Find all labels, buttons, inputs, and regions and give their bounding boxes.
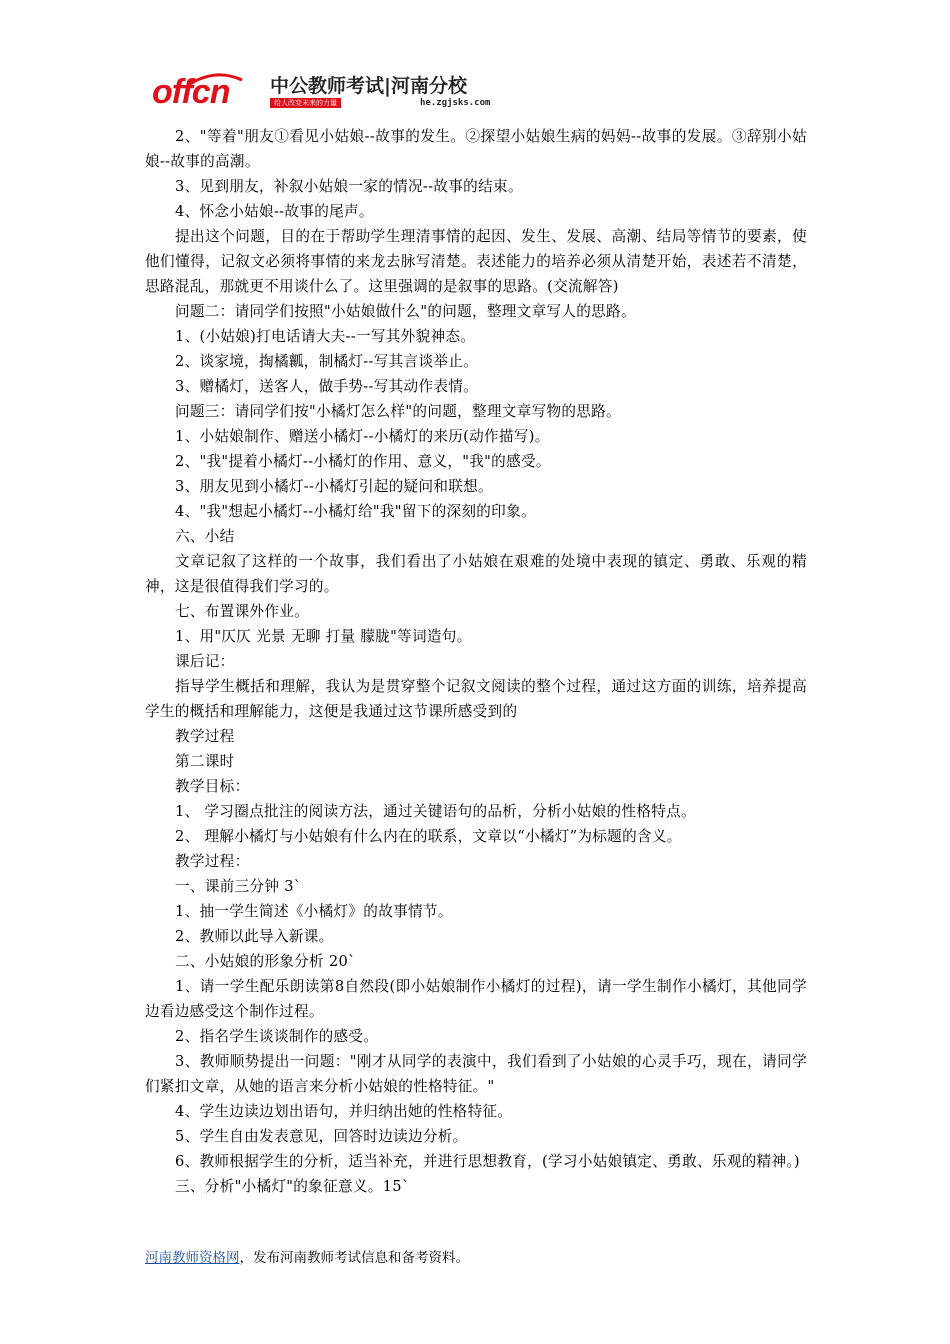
paragraph: 1、(小姑娘)打电话请大夫--一写其外貌神态。: [175, 328, 476, 345]
section-heading: 课后记：: [175, 653, 235, 670]
paragraph: 2、谈家境，掏橘瓤，制橘灯--写其言谈举止。: [175, 353, 479, 370]
paragraph: 1、用"仄仄 光景 无聊 打量 朦胧"等词造句。: [175, 628, 472, 645]
paragraph: 3、教师顺势提出一问题："刚才从同学的表演中，我们看到了小姑娘的心灵手巧，现在，请同学们紧扣文章，从她的语言来分析小姑娘的性格特征。": [145, 1053, 807, 1095]
paragraph: 提出这个问题，目的在于帮助学生理清事情的起因、发生、发展、高潮、结局等情节的要素，使他们懂得，记叙文必须将事情的来龙去脉写清楚。表述能力的培养必须从清楚开始，表述若不清楚，思路混乱，那就更不用谈什么了。这里强调的是叙事的思路。(交流解答): [145, 228, 807, 295]
document-body: [145, 124, 807, 1199]
footer-text: ，发布河南教师考试信息和备考资料。: [239, 1250, 469, 1266]
section-heading: 一、课前三分钟 3`: [175, 878, 302, 895]
section-heading: 七、布置课外作业。: [175, 603, 310, 620]
paragraph: 3、朋友见到小橘灯--小橘灯引起的疑问和联想。: [175, 478, 493, 495]
paragraph: 5、学生自由发表意见，回答时边读边分析。: [175, 1128, 468, 1145]
paragraph: 4、怀念小姑娘--故事的尾声。: [175, 203, 374, 220]
paragraph: 2、 理解小橘灯与小姑娘有什么内在的联系，文章以“小橘灯”为标题的含义。: [175, 828, 682, 845]
brand-chinese-name: 中公教师考试|河南分校: [270, 75, 467, 97]
paragraph: 2、"我"提着小橘灯--小橘灯的作用、意义，"我"的感受。: [175, 453, 551, 470]
header-logo: [152, 74, 532, 112]
paragraph: 问题二：请同学们按照"小姑娘做什么"的问题，整理文章写人的思路。: [175, 303, 636, 320]
paragraph: 2、教师以此导入新课。: [175, 928, 334, 945]
paragraph: 2、指名学生谈谈制作的感受。: [175, 1028, 379, 1045]
paragraph: 6、教师根据学生的分析，适当补充，并进行思想教育，(学习小姑娘镇定、勇敢、乐观的精神。): [175, 1153, 800, 1170]
offcn-logo: offcn: [152, 73, 230, 111]
section-heading: 二、小姑娘的形象分析 20`: [175, 953, 356, 970]
paragraph: 指导学生概括和理解，我认为是贯穿整个记叙文阅读的整个过程，通过这方面的训练，培养提高学生的概括和理解能力，这便是我通过这节课所感受到的: [145, 678, 807, 720]
paragraph: 4、"我"想起小橘灯--小橘灯给"我"留下的深刻的印象。: [175, 503, 536, 520]
brand-slogan: 给人改变未来的力量: [270, 98, 341, 108]
section-heading: 第二课时: [175, 753, 235, 770]
paragraph: 4、学生边读边划出语句，并归纳出她的性格特征。: [175, 1103, 513, 1120]
paragraph: 问题三：请同学们按"小橘灯怎么样"的问题，整理文章写物的思路。: [175, 403, 621, 420]
paragraph: 1、请一学生配乐朗读第8自然段(即小姑娘制作小橘灯的过程)，请一学生制作小橘灯，其他同学边看边感受这个制作过程。: [145, 978, 807, 1020]
section-heading: 教学过程: [175, 728, 235, 745]
logo-arc-icon: [186, 72, 246, 86]
section-heading: 六、小结: [175, 528, 235, 545]
paragraph: 1、抽一学生简述《小橘灯》的故事情节。: [175, 903, 453, 920]
brand-url: he.zgjsks.com: [420, 98, 491, 108]
paragraph: 3、见到朋友，补叙小姑娘一家的情况--故事的结束。: [175, 178, 523, 195]
paragraph: 1、 学习圈点批注的阅读方法，通过关键语句的品析，分析小姑娘的性格特点。: [175, 803, 696, 820]
footer-link[interactable]: 河南教师资格网: [145, 1250, 240, 1266]
section-heading: 三、分析"小橘灯"的象征意义。15`: [175, 1178, 410, 1195]
paragraph: 2、"等着"朋友①看见小姑娘--故事的发生。②探望小姑娘生病的妈妈--故事的发展。③辞别小姑娘--故事的高潮。: [145, 128, 807, 170]
paragraph: 3、赠橘灯，送客人，做手势--写其动作表情。: [175, 378, 479, 395]
footer: [145, 1248, 469, 1268]
section-heading: 教学过程：: [175, 853, 250, 870]
section-heading: 教学目标：: [175, 778, 250, 795]
paragraph: 1、小姑娘制作、赠送小橘灯--小橘灯的来历(动作描写)。: [175, 428, 550, 445]
paragraph: 文章记叙了这样的一个故事，我们看出了小姑娘在艰难的处境中表现的镇定、勇敢、乐观的精神，这是很值得我们学习的。: [145, 553, 807, 595]
